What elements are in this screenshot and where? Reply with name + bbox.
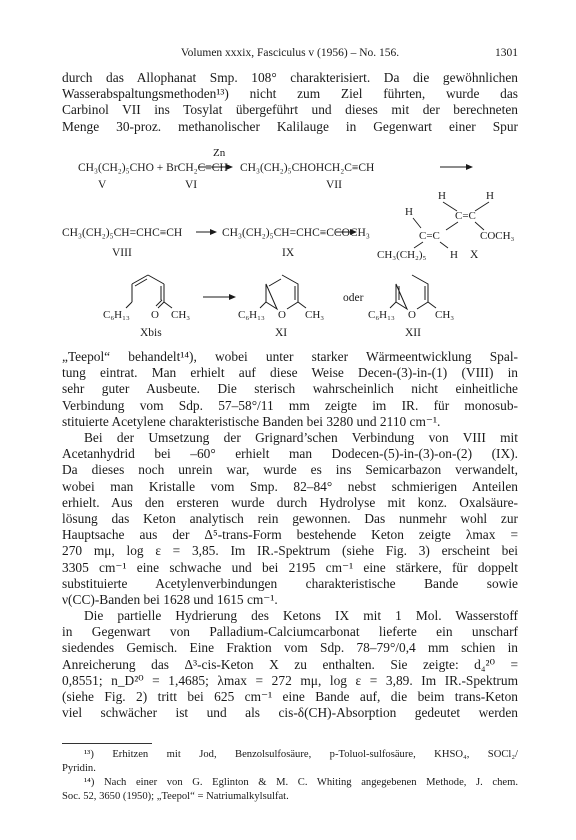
text-line: (siehe Fig. 2) tritt bei 625 cm⁻¹ eine Bande auf, die beim trans-Keton [62,689,518,705]
structure-xbis [103,275,190,339]
footnotes [62,748,518,804]
ring [396,275,428,309]
bond [446,222,458,230]
compound-label-viii: VIII [112,247,132,259]
structure-xi [238,275,324,339]
bond [260,302,266,308]
paragraph-4 [62,608,518,721]
atom-o: O [278,309,286,321]
text-line: erhielt. Aus den ersteren wurde durch Hydrolyse mit konz. Oxalsäure- [62,494,518,510]
footnote-14: ¹⁴) Nach einer von G. Eglinton & M. C. Whiting angegebenen Methode, J. chem. [84,777,518,788]
group-c6h13: C₆H₁₃ [103,309,130,321]
text-line: Carbinol VII ins Tosylat übergeführt und dieses mit der berechneten [62,102,518,118]
text-line: tung eintrat. Man erhielt auf diese Weise Decen-(3)-in-(1) (VIII) in [62,365,518,381]
compound-label-xi: XI [275,327,288,339]
footnote-13-cont: Pyridin. [62,763,96,774]
group-ch3: CH₃ [435,309,455,321]
text-line: stituierte Acetylene charakteristische Banden bei 3280 und 2110 cm⁻¹. [62,413,441,429]
bond [148,275,164,284]
compound-label-xbis: Xbis [140,327,162,339]
compound-label-x: X [470,249,479,261]
compound-label-v: V [98,179,107,191]
bond [390,302,396,308]
compound-label-xii: XII [405,327,421,339]
text-line: sehr guter Ausbeute. Die sterisch wahrscheinlich nicht einheitliche [62,381,518,397]
text-line: Die partielle Hydrierung des Ketons IX mit 1 Mol. Wasserstoff [84,608,518,623]
compound-label-ix: IX [282,247,295,259]
journal-header-title: Volumen xxxix, Fasciculus v (1956) – No. 156. [180,47,400,59]
atom-o: O [408,309,416,321]
bond [298,302,306,308]
structure-x [377,190,515,261]
text-line: Bei der Umsetzung der Grignard’schen Verbindung von VIII mit [84,430,518,445]
bond [413,218,421,228]
atom-h: H [450,249,458,261]
text-line: Wasserabspaltungsmethoden¹³) nicht zum Ziel führten, wurde das [62,86,518,102]
group-c6h13: C₆H₁₃ [238,309,265,321]
word-oder: oder [343,292,364,304]
text-line: Menge 30-proz. methanolischer Kalilauge in Gegenwart einer Spur [62,118,518,134]
formula-vii: CH₃(CH₂)₅CHOHCH₂C≡CH [240,162,375,174]
group-hexyl: CH₃(CH₂)₅ [377,249,427,261]
group-coch3: COCH₃ [480,230,515,242]
bond [135,279,147,286]
paragraph-3 [62,430,518,608]
reaction-scheme [0,0,576,360]
text-line: siedendes Gemisch. Eine Fraktion vom Sdp. 78–79°/0,4 mm schien in [62,640,518,656]
text-line: Da dieses noch unrein war, wurde es ins Semicarbazon verwandelt, [62,462,518,478]
atom-h: H [486,190,494,202]
group-ch3: CH₃ [171,309,191,321]
bond [164,302,172,308]
text-line: wobei man Kristalle vom Smp. 82–84° nebst schmierigen Anteilen [62,478,518,494]
bond [269,279,281,286]
text-line: „Teepol“ behandelt¹⁴), wobei unter starker Wärmeentwicklung Spal- [62,349,518,364]
text-line: lösung das Keton analytisch rein gewonnen. Das nunmehr wohl zur [62,511,518,527]
text-line: durch das Allophanat Smp. 108° charakterisiert. Da die gewöhnlichen [62,70,518,85]
footnote-14-cont: Soc. 52, 3650 (1950); „Teepol“ = Natriumalkylsulfat. [62,791,289,802]
page-number: 1301 [495,47,518,59]
bond [475,222,484,230]
bond [440,242,448,248]
text-line: ν(CC)-Banden bei 1628 und 1615 cm⁻¹. [62,592,278,608]
compound-label-vii: VII [326,179,342,191]
reagent-zn: Zn [213,147,226,159]
text-line: viel schwächer ist und als cis-δ(CH)-Absorption gedeutet werden [62,705,518,721]
bond [475,202,489,211]
text-line: Verbindung vom Sdp. 57–58°/11 mm zeigte im IR. für monosub- [62,397,518,413]
bond [126,302,132,308]
atom-c-double: C=C [455,210,476,222]
text-line: in Gegenwart von Palladium-Calciumcarbonat lieferte ein unscharf [62,624,518,640]
footnote-13: ¹³) Erhitzen mit Jod, Benzolsulfosäure, p-Toluol-sulfosäure, KHSO₄, SOCl₂/ [84,749,518,760]
paragraph-2 [62,349,518,430]
compound-label-vi: VI [185,179,198,191]
bond [428,302,436,308]
formula-viii: CH₃(CH₂)₅CH=CHC≡CH [62,227,183,239]
ring [266,275,298,309]
footnote-rule [62,743,152,744]
text-line: 3305 cm⁻¹ eine schwache und bei 2195 cm⁻¹ eine stärkere, für doppelt [62,559,518,575]
structure-xii [368,275,454,339]
text-line: substituierte Acetylenverbindungen charakteristische Bande sowie [62,575,518,591]
text-line: Anreicherung das Δ³-cis-Keton X zu enthalten. Sie zeigte: d₄²⁰ = [62,656,518,672]
formula-ix: CH₃(CH₂)₅CH=CHC≡CCOCH₃ [222,227,370,239]
group-ch3: CH₃ [305,309,325,321]
atom-h: H [405,206,413,218]
text-line: 0,8551; n_D²⁰ = 1,4685; λmax = 272 mμ, log ε = 3,89. Im IR.-Spektrum [62,672,518,688]
atom-c-double: C=C [419,230,440,242]
text-line: Hauptsache aus der Δ⁵-trans-Form bestehende Keton zeigte λmax = [62,527,518,543]
text-line: 270 mμ, log ε = 3,85. Im IR.-Spektrum (siehe Fig. 3) erscheint bei [62,543,518,559]
atom-h: H [438,190,446,202]
formula-v-vi: CH₃(CH₂)₅CHO + BrCH₂C≡CH [78,162,228,174]
group-c6h13: C₆H₁₃ [368,309,395,321]
bond [414,242,423,248]
atom-o: O [151,309,159,321]
text-line: Acetanhydrid bei –60° erhielt man Dodecen-(5)-in-(3)-on-(2) (IX). [62,446,518,462]
